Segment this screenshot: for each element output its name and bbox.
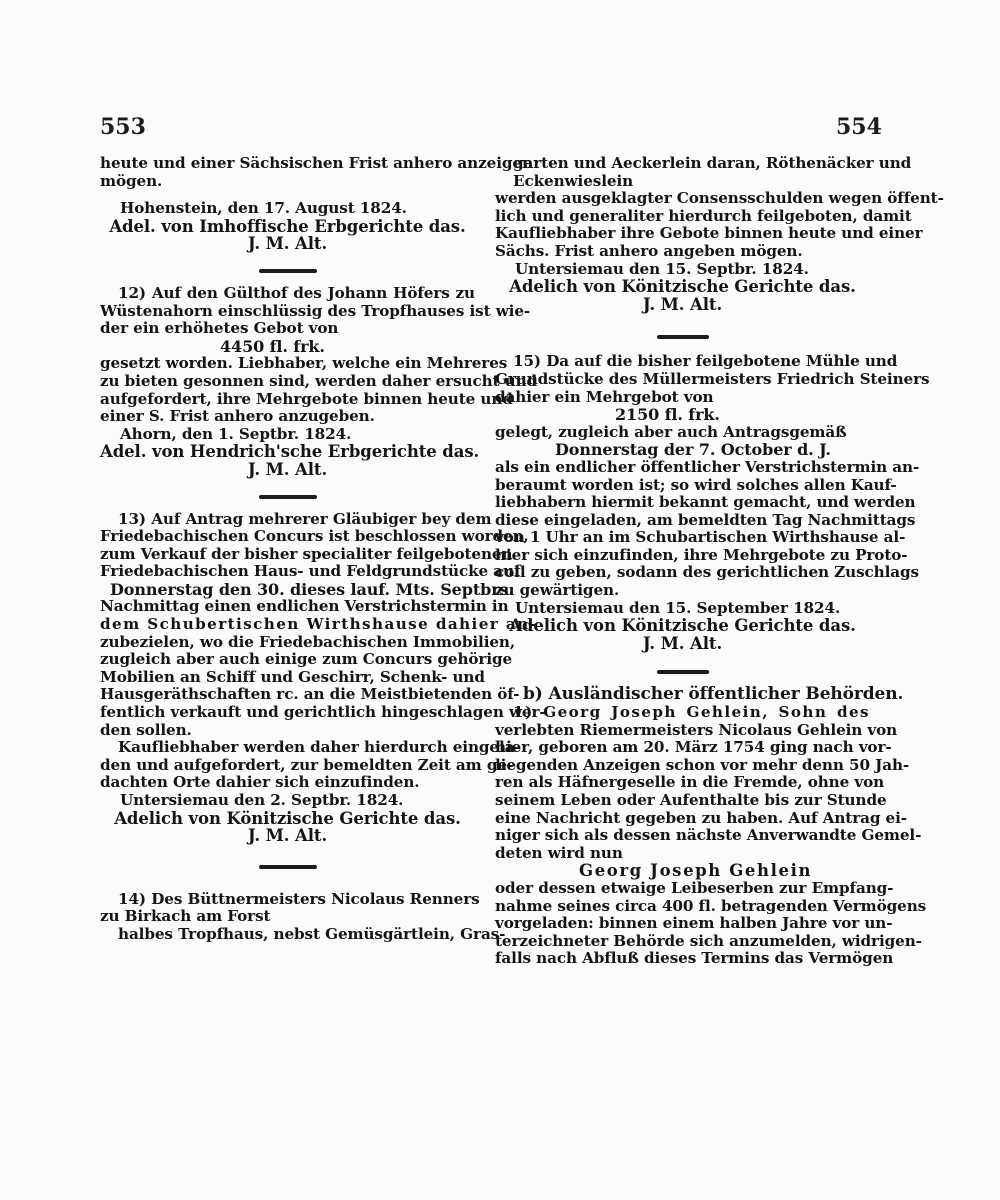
page-number-left: 553 bbox=[100, 114, 146, 140]
bid-amount: 2150 fl. frk. bbox=[615, 405, 720, 425]
place-date: Untersiemau den 15. Septbr. 1824. bbox=[515, 259, 809, 278]
text-line: terzeichneter Behörde sich anzumelden, widrigen- bbox=[495, 931, 922, 950]
text-line: gelegt, zugleich aber auch Antragsgemäß bbox=[495, 422, 847, 441]
page-number-right: 554 bbox=[836, 114, 882, 140]
text-line: 15) Da auf die bisher feilgebotene Mühle und bbox=[513, 352, 898, 371]
text-line: dahier ein Mehrgebot von bbox=[495, 387, 714, 406]
text-line: fentlich verkauft und gerichtlich hingeschlagen wer- bbox=[100, 703, 546, 722]
notice-15-body bbox=[495, 457, 920, 600]
right-column bbox=[495, 154, 944, 968]
notice-1-body bbox=[495, 878, 927, 968]
section-divider bbox=[657, 335, 709, 339]
court-signature: Adel. von Hendrich'sche Erbgerichte das. bbox=[100, 442, 480, 462]
text-line: 1) Georg Joseph Gehlein, Sohn des bbox=[513, 703, 870, 722]
section-heading: b) Ausländischer öffentlicher Behörden. bbox=[523, 684, 904, 705]
court-signature: Adelich von Könitzische Gerichte das. bbox=[509, 277, 856, 297]
text-line: halbes Tropfhaus, nebst Gemüsgärtlein, Gras- bbox=[118, 924, 506, 943]
text-line: werden ausgeklagter Consensschulden wegen öffent- bbox=[495, 189, 944, 208]
text-line: zubezielen, wo die Friedebachischen Immobilien, bbox=[100, 632, 516, 651]
place-date: Untersiemau den 2. Septbr. 1824. bbox=[120, 791, 404, 809]
text-line: oder dessen etwaige Leibeserben zur Empfang- bbox=[495, 878, 894, 897]
signer-name: J. M. Alt. bbox=[642, 633, 723, 653]
person-name: Georg Joseph Gehlein bbox=[579, 861, 813, 881]
text-line: Grundstücke des Müllermeisters Friedrich Steiners bbox=[495, 369, 930, 388]
text-line: beraumt worden ist; so wird solches allen Kauf- bbox=[495, 475, 897, 494]
left-column bbox=[100, 154, 546, 944]
signer-name: J. M. Alt. bbox=[247, 459, 328, 479]
text-line: hier, geboren am 20. März 1754 ging nach vor- bbox=[495, 738, 892, 757]
notice-13-body bbox=[100, 597, 546, 739]
text-line: eine Nachricht gegeben zu haben. Auf Antrag ei- bbox=[495, 808, 907, 827]
place-date: Untersiemau den 15. September 1824. bbox=[515, 598, 841, 617]
text-line: 13) Auf Antrag mehrerer Gläubiger bey dem bbox=[118, 509, 492, 528]
text-line: heute und einer Sächsischen Frist anhero anzeigen bbox=[100, 154, 533, 172]
text-line: garten und Aeckerlein daran, Röthenäcker und bbox=[513, 154, 912, 172]
text-line: Nachmittag einen endlichen Verstrichstermin in bbox=[100, 597, 509, 616]
section-divider bbox=[259, 269, 317, 273]
text-line: Friedebachischen Haus- und Feldgrundstücke auf bbox=[100, 562, 521, 581]
auction-date: Donnerstag den 30. dieses lauf. Mts. Septbrs. bbox=[110, 579, 514, 599]
signer-name: J. M. Alt. bbox=[642, 294, 723, 314]
signer-name: J. M. Alt. bbox=[247, 234, 328, 254]
text-line: verlebten Riemermeisters Nicolaus Gehlein von bbox=[495, 720, 898, 739]
place-date: Hohenstein, den 17. August 1824. bbox=[120, 199, 407, 218]
text-line: Eckenwieslein bbox=[513, 171, 634, 190]
text-line: einer S. Frist anhero anzugeben. bbox=[100, 407, 375, 426]
text-line: zum Verkauf der bisher specialiter feilgebotenen bbox=[100, 544, 513, 563]
right-top-text bbox=[495, 154, 944, 261]
text-line: Hausgeräthschaften rc. an die Meistbietenden öf- bbox=[100, 685, 520, 704]
text-line: Wüstenahorn einschlüssig des Tropfhauses ist wie- bbox=[100, 301, 531, 320]
text-line: seinem Leben oder Aufenthalte bis zur Stunde bbox=[495, 791, 887, 809]
text-line: lich und generaliter hierdurch feilgeboten, damit bbox=[495, 206, 912, 225]
text-line: falls nach Abfluß dieses Termins das Vermögen bbox=[495, 949, 894, 968]
notice-14 bbox=[100, 889, 506, 944]
notice-12-body bbox=[100, 354, 538, 426]
place-date: Ahorn, den 1. Septbr. 1824. bbox=[120, 424, 352, 443]
notice-15 bbox=[495, 352, 930, 406]
section-divider bbox=[259, 865, 317, 869]
text-line: 14) Des Büttnermeisters Nicolaus Renners bbox=[118, 889, 480, 908]
text-line: als ein endlicher öffentlicher Verstrichstermin an- bbox=[495, 457, 920, 476]
text-line: deten wird nun bbox=[495, 843, 623, 862]
text-line: dachten Orte dahier sich einzufinden. bbox=[100, 773, 420, 792]
notice-13 bbox=[100, 509, 529, 581]
text-line: der ein erhöhetes Gebot von bbox=[100, 319, 339, 338]
court-signature: Adelich von Könitzische Gerichte das. bbox=[114, 808, 461, 828]
text-line: Kaufliebhaber werden daher hierdurch eingela- bbox=[118, 738, 521, 757]
court-signature: Adel. von Imhoffische Erbgerichte das. bbox=[109, 216, 466, 236]
text-line: hier sich einzufinden, ihre Mehrgebote zu Proto- bbox=[495, 545, 908, 564]
text-line: mögen. bbox=[100, 171, 163, 190]
section-divider bbox=[259, 495, 317, 499]
text-line: liegenden Anzeigen schon vor mehr denn 50 Jah- bbox=[495, 755, 910, 774]
section-divider bbox=[657, 670, 709, 674]
text-line: zu Birkach am Forst bbox=[100, 907, 271, 926]
text-line: Friedebachischen Concurs ist beschlossen worden, bbox=[100, 527, 529, 546]
text-line: liebhabern hiermit bekannt gemacht, und werden bbox=[495, 493, 916, 512]
text-line: 12) Auf den Gülthof des Johann Höfers zu bbox=[118, 283, 475, 302]
bid-amount: 4450 fl. frk. bbox=[220, 336, 325, 356]
text-line: vorgeladen: binnen einem halben Jahre vor un- bbox=[495, 914, 893, 933]
text-line: coll zu geben, sodann des gerichtlichen Zuschlags bbox=[495, 563, 919, 582]
notice-13-body-2 bbox=[100, 738, 521, 792]
text-line: gesetzt worden. Liebhaber, welche ein Mehreres bbox=[100, 354, 508, 373]
left-top-text bbox=[100, 154, 533, 190]
text-line: Kaufliebhaber ihre Gebote binnen heute und einer bbox=[495, 224, 923, 243]
text-line: niger sich als dessen nächste Anverwandte Gemel- bbox=[495, 826, 922, 845]
text-line: Sächs. Frist anhero angeben mögen. bbox=[495, 241, 803, 260]
notice-12 bbox=[100, 283, 531, 338]
auction-date: Donnerstag der 7. October d. J. bbox=[555, 440, 831, 460]
text-line: zu gewärtigen. bbox=[495, 581, 620, 600]
signer-name: J. M. Alt. bbox=[247, 826, 328, 846]
notice-1 bbox=[495, 703, 922, 862]
text-line: den sollen. bbox=[100, 720, 192, 739]
court-signature: Adelich von Könitzische Gerichte das. bbox=[509, 616, 856, 636]
text-line: von 1 Uhr an im Schubartischen Wirthshause al- bbox=[495, 528, 906, 547]
text-line: aufgefordert, ihre Mehrgebote binnen heute und bbox=[100, 389, 513, 408]
text-line: zu bieten gesonnen sind, werden daher ersucht und bbox=[100, 371, 538, 390]
text-line: den und aufgefordert, zur bemeldten Zeit am ge- bbox=[100, 755, 514, 774]
text-line: zugleich aber auch einige zum Concurs gehörige bbox=[100, 650, 513, 669]
text-line: Mobilien an Schiff und Geschirr, Schenk- und bbox=[100, 667, 485, 686]
text-line: dem Schubertischen Wirthshause dahier an- bbox=[100, 615, 538, 634]
text-line: ren als Häfnergeselle in die Fremde, ohne von bbox=[495, 773, 885, 792]
text-line: diese eingeladen, am bemeldten Tag Nachmittags bbox=[495, 510, 916, 529]
text-line: nahme seines circa 400 fl. betragenden Vermögens bbox=[495, 896, 927, 915]
